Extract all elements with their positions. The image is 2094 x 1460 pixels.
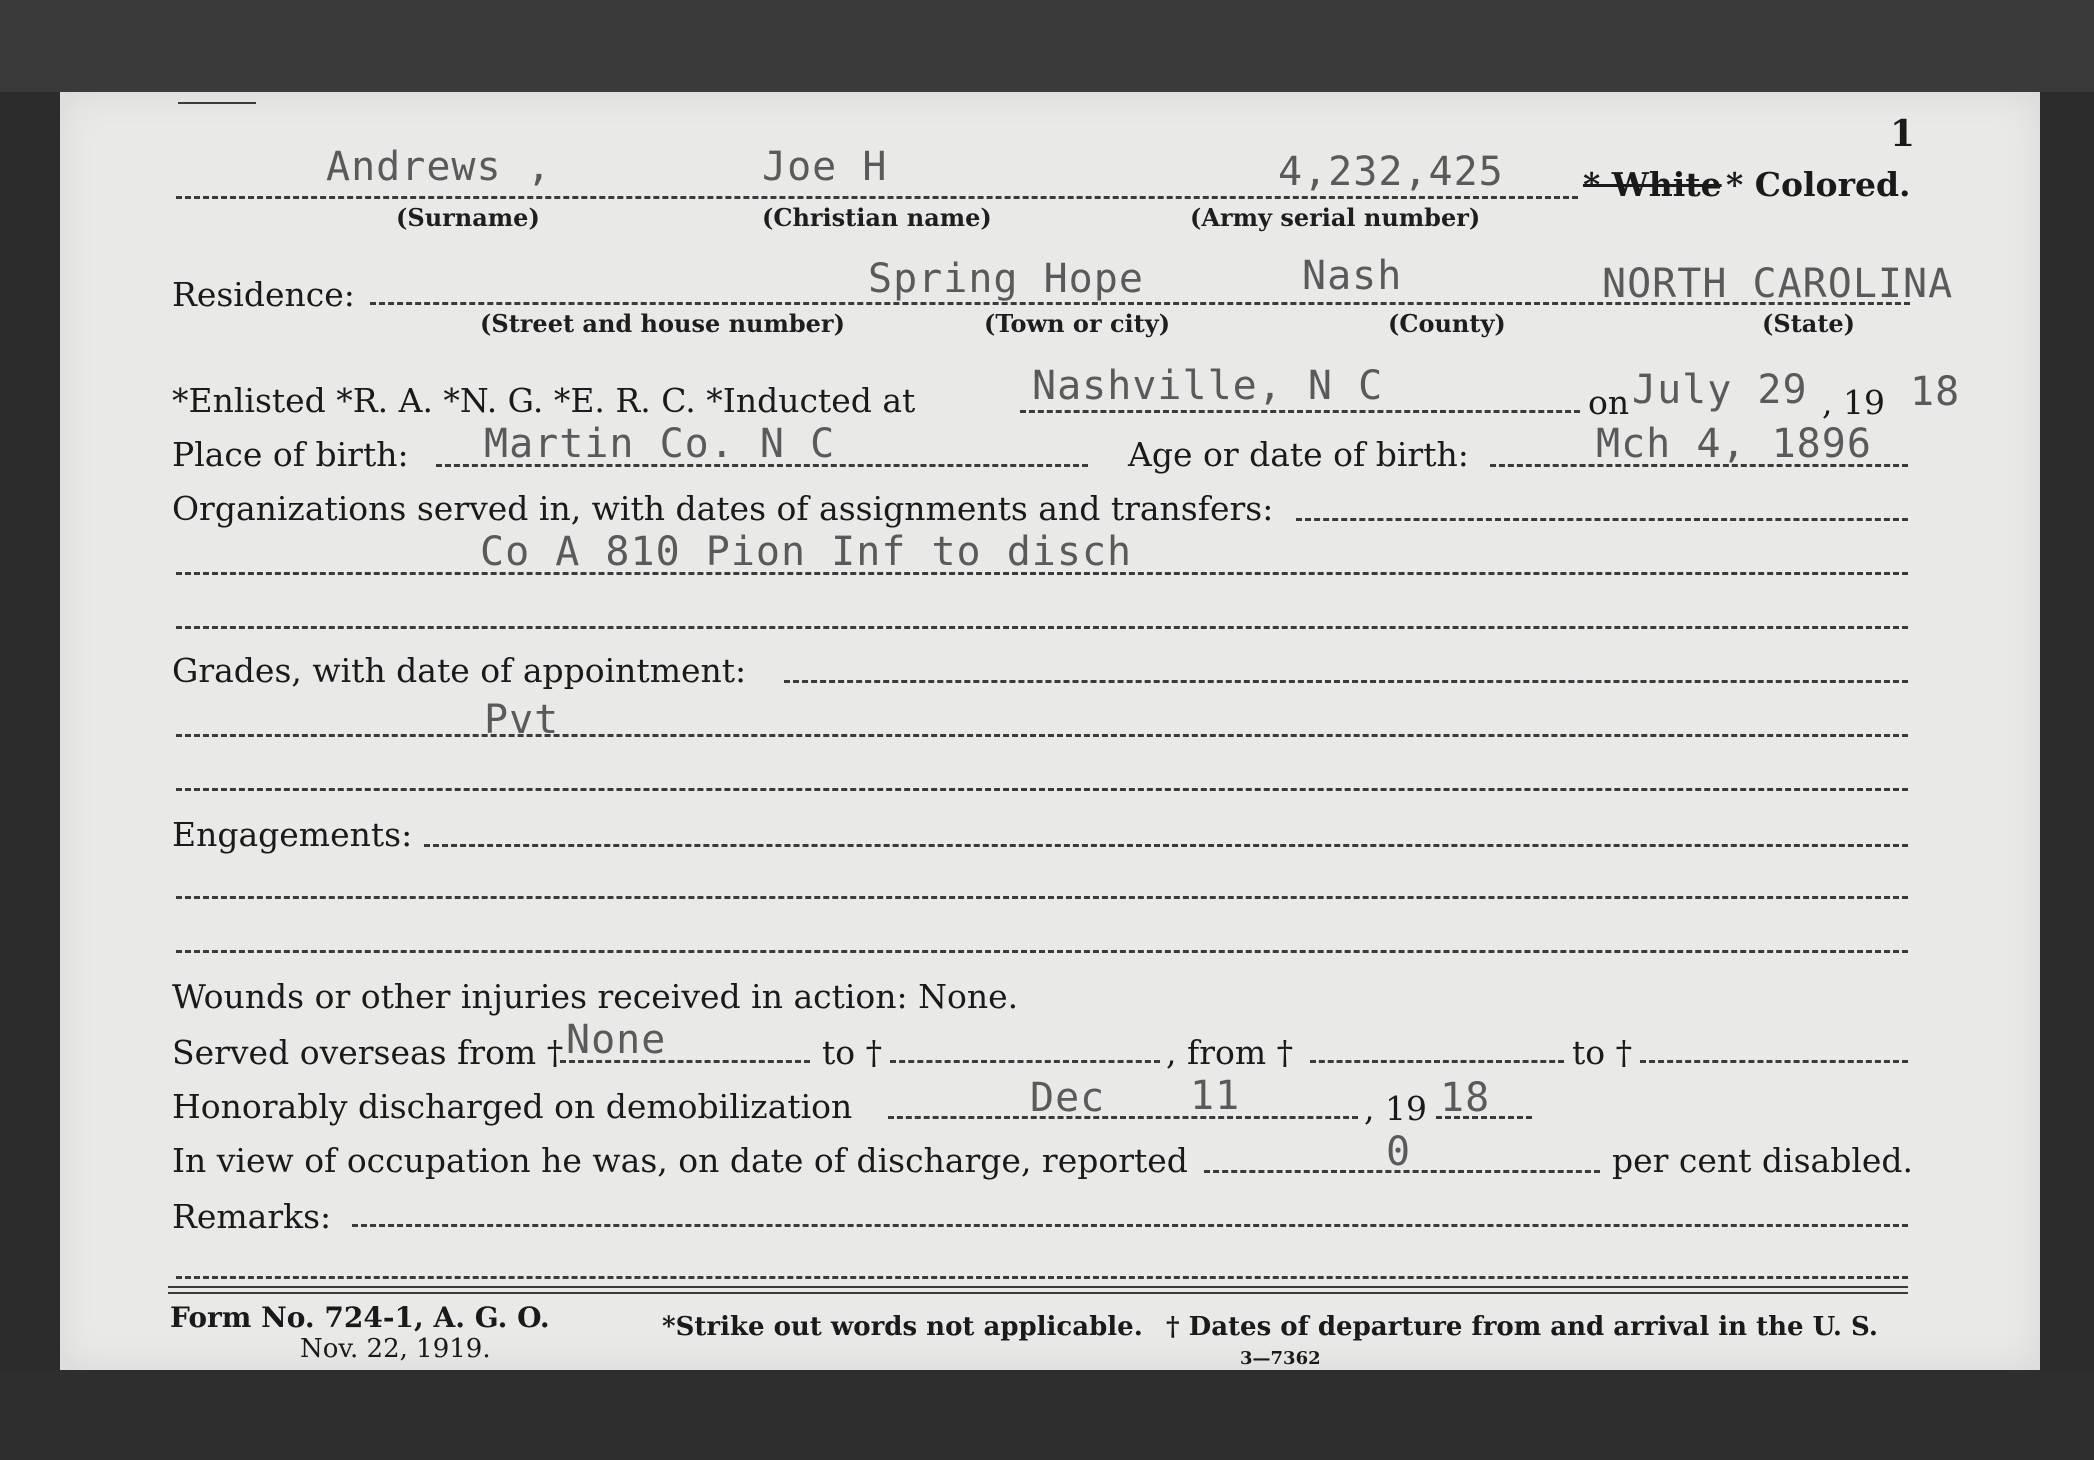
street-caption: (Street and house number)	[480, 309, 845, 338]
dates-note: † Dates of departure from and arrival in the U. S.	[1166, 1312, 1878, 1342]
induction-date: July 29	[1632, 367, 1808, 413]
enlistment-label: *Enlisted *R. A. *N. G. *E. R. C. *Inducted at	[172, 381, 916, 420]
age-label: Age or date of birth:	[1128, 435, 1469, 474]
grades-line-2	[176, 734, 1908, 737]
engagements-line-2	[176, 896, 1908, 899]
discharge-year-prefix: , 19	[1364, 1089, 1427, 1128]
remarks-label: Remarks:	[172, 1197, 332, 1236]
overseas-from-line	[560, 1060, 810, 1063]
induction-place: Nashville, N C	[1032, 363, 1384, 409]
surname-value: Andrews ,	[326, 144, 552, 190]
birth-date-line	[1490, 464, 1908, 467]
disability-value: 0	[1386, 1129, 1412, 1175]
disability-label: In view of occupation he was, on date of discharge, reported	[172, 1141, 1188, 1180]
discharge-month: Dec	[1030, 1075, 1106, 1121]
residence-state: NORTH CAROLINA	[1602, 261, 1954, 307]
town-caption: (Town or city)	[984, 309, 1171, 338]
white-label: * White	[1583, 165, 1722, 204]
footer-rule-1	[168, 1286, 1908, 1288]
strike-note: *Strike out words not applicable.	[662, 1312, 1143, 1342]
disability-line	[1204, 1170, 1600, 1173]
grades-line-1	[784, 680, 1908, 683]
overseas-from-label-2: , from †	[1166, 1033, 1294, 1072]
residence-line	[370, 302, 1910, 305]
remarks-line-1	[352, 1224, 1908, 1227]
surname-caption: (Surname)	[396, 203, 540, 232]
scanner-background-bottom	[0, 1370, 2094, 1460]
overseas-to-line-1	[890, 1060, 1160, 1063]
serial-number-value: 4,232,425	[1278, 149, 1504, 195]
grade-value: Pvt	[484, 697, 560, 743]
christian-caption: (Christian name)	[762, 203, 992, 232]
overseas-from-line-2	[1310, 1060, 1564, 1063]
grades-label: Grades, with date of appointment:	[172, 651, 747, 690]
residence-county: Nash	[1302, 253, 1403, 299]
remarks-line-2	[176, 1276, 1908, 1279]
serial-caption: (Army serial number)	[1190, 203, 1481, 232]
birth-place: Martin Co. N C	[484, 421, 836, 467]
overseas-to-label-2: to †	[1572, 1033, 1633, 1072]
engagements-label: Engagements:	[172, 815, 413, 854]
form-date: Nov. 22, 1919.	[300, 1334, 491, 1364]
scanner-background-top	[0, 0, 2094, 92]
birth-place-label: Place of birth:	[172, 435, 409, 474]
colored-label: * Colored.	[1726, 165, 1911, 204]
engagements-line-1	[424, 844, 1908, 847]
on-label: on	[1588, 383, 1630, 422]
card-number: 1	[1890, 113, 1916, 155]
induction-place-line	[1020, 410, 1580, 413]
state-caption: (State)	[1762, 309, 1856, 338]
header-line	[176, 196, 1578, 199]
discharge-date-line	[888, 1116, 1358, 1119]
corner-mark	[178, 102, 256, 104]
induction-year: 18	[1910, 369, 1961, 415]
christian-name-value: Joe H	[762, 144, 888, 190]
discharge-label: Honorably discharged on demobilization	[172, 1087, 853, 1126]
residence-town: Spring Hope	[868, 256, 1144, 302]
form-number: Form No. 724-1, A. G. O.	[170, 1301, 550, 1334]
organizations-label: Organizations served in, with dates of assignments and transfers:	[172, 489, 1274, 528]
grades-line-3	[176, 788, 1908, 791]
disability-suffix: per cent disabled.	[1612, 1141, 1914, 1180]
discharge-day: 11	[1190, 1073, 1241, 1119]
birth-place-line	[436, 464, 1088, 467]
wounds-label: Wounds or other injuries received in action: None.	[172, 977, 1019, 1016]
overseas-to-label-1: to †	[822, 1033, 883, 1072]
overseas-label: Served overseas from †	[172, 1033, 564, 1072]
discharge-year: 18	[1440, 1075, 1491, 1121]
discharge-year-line	[1436, 1116, 1532, 1119]
residence-label: Residence:	[172, 275, 355, 314]
organizations-value: Co A 810 Pion Inf to disch	[480, 529, 1133, 575]
print-code: 3—7362	[1240, 1348, 1321, 1369]
overseas-from-value: None	[566, 1017, 667, 1063]
birth-date: Mch 4, 1896	[1596, 421, 1872, 467]
induction-year-prefix: , 19	[1822, 383, 1885, 422]
county-caption: (County)	[1388, 309, 1506, 338]
organizations-line-3	[176, 626, 1908, 629]
footer-rule-2	[168, 1292, 1908, 1294]
overseas-to-line-2	[1640, 1060, 1908, 1063]
organizations-line-2	[176, 572, 1908, 575]
organizations-line-1	[1296, 518, 1908, 521]
engagements-line-3	[176, 950, 1908, 953]
